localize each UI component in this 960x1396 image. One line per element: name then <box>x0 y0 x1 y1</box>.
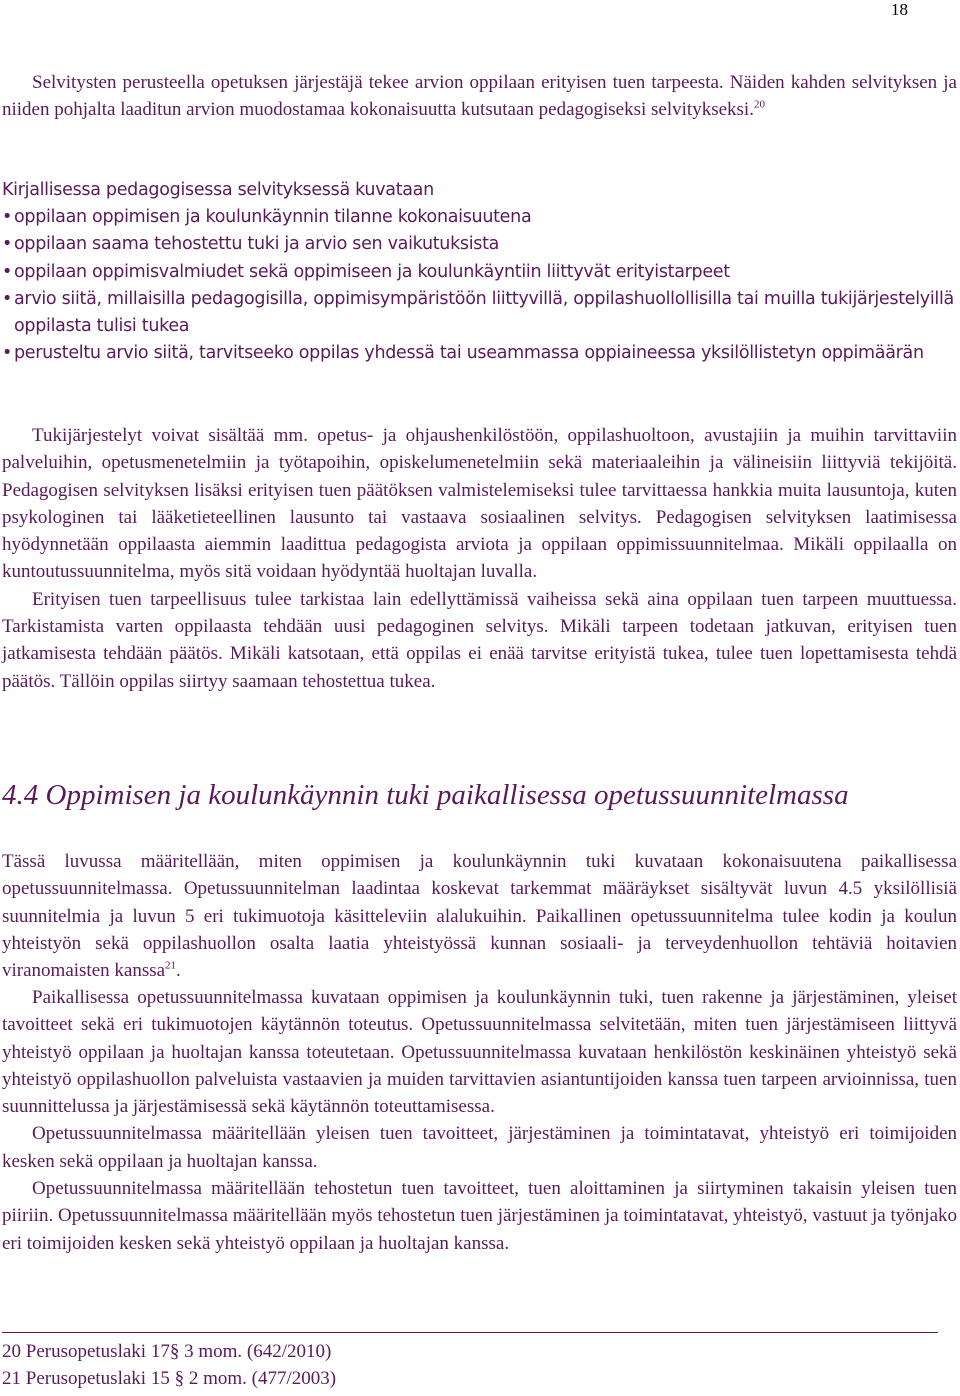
section-intro-tail: . <box>176 960 181 982</box>
paragraph: Opetussuunnitelmassa määritellään tehostetun tuen tavoitteet, tuen aloittaminen ja siirtyminen takaisin yleisen tuen piiriin. Opetussuunnitelmassa määritellään myös tehostetun tuen järjestäminen ja toimintatavat, yhteistyö, vastuut ja työnjako eri toimijoiden kesken sekä yhteistyö oppilaan ja huoltajan kanssa. <box>2 1178 957 1254</box>
list-item: • perusteltu arvio siitä, tarvitseeko oppilas yhdessä tai useammassa oppiaineessa yksilöllistetyn oppimäärän <box>2 340 957 367</box>
list-intro: Kirjallisessa pedagogisessa selvityksessä kuvataan <box>2 180 434 200</box>
section-intro <box>2 848 957 984</box>
list-item: • oppilaan saama tehostettu tuki ja arvio sen vaikutuksista <box>2 231 957 258</box>
list-item: • oppilaan oppimisen ja koulunkäynnin tilanne kokonaisuutena <box>2 204 957 231</box>
list-item: • arvio siitä, millaisilla pedagogisilla, oppimisympäristöön liittyvillä, oppilashuollollisilla tai muilla tukijärjestelyillä oppilasta tulisi tukea <box>2 286 957 341</box>
list-item: • oppilaan oppimisvalmiudet sekä oppimiseen ja koulunkäyntiin liittyvät erityistarpeet <box>2 259 957 286</box>
footnote: 20 Perusopetuslaki 17§ 3 mom. (642/2010) <box>2 1341 332 1362</box>
section-heading: 4.4 Oppimisen ja koulunkäynnin tuki paikallisessa opetussuunnitelmassa <box>2 779 849 811</box>
curriculum-paragraphs <box>2 984 957 1257</box>
section-intro-text: Tässä luvussa määritellään, miten oppimisen ja koulunkäynnin tuki kuvataan kokonaisuutena paikallisessa opetussuunnitelmassa. Opetussuunnitelman laadintaa koskevat tarkemmat määräykset sisältyvät luvun 4.5 yksilöllisiä suunnitelmia ja luvun 5 eri tukimuotoja käsitteleviin alalukuihin. Paikallinen opetussuunnitelma tulee kodin ja koulun yhteistyön sekä oppilashuollon osalta laatia yhteistyössä kunnan sosiaali- ja terveydenhuollon tehtäviä hoitavien viranomaisten kanssa <box>2 851 957 982</box>
paragraph: Paikallisessa opetussuunnitelmassa kuvataan oppimisen ja koulunkäynnin tuki, tuen rakenne ja järjestäminen, yleiset tavoitteet sekä eri tukimuotojen käytännön toteutus. Opetussuunnitelmassa selvitetään, miten tuen järjestämiseen liittyvä yhteistyö oppilaan ja huoltajan kanssa toteutetaan. Opetussuunnitelmassa kuvataan henkilöstön keskinäinen yhteistyö sekä yhteistyö oppilashuollon palveluista vastaavien ja muiden tarvittavien asiantuntijoiden kanssa tuen tarpeen arvioinnissa, tuen suunnittelussa ja järjestämisessä sekä käytännön toteuttamisessa. <box>2 987 957 1118</box>
page-number: 18 <box>891 0 908 19</box>
footnote-ref-21: 21 <box>165 959 177 972</box>
intro-paragraph-text: Selvitysten perusteella opetuksen järjestäjä tekee arvion oppilaan erityisen tuen tarpeesta. Näiden kahden selvityksen ja niiden pohjalta laaditun arvion muodostamaa kokonaisuutta kutsutaan pedagogiseksi selvitykseksi. <box>2 72 957 121</box>
footnote-ref-20: 20 <box>753 98 765 111</box>
paragraph: Tukijärjestelyt voivat sisältää mm. opetus- ja ohjaushenkilöstöön, oppilashuoltoon, avustajiin ja muihin tarvittaviin palveluihin, opetusmenetelmiin ja työtapoihin, opiskelumenetelmiin sekä materiaaleihin ja välineisiin liittyviä tekijöitä. Pedagogisen selvityksen lisäksi erityisen tuen päätöksen valmistelemiseksi tulee tarvittaessa hankkia muita lausuntoja, kuten psykologinen tai lääketieteellinen lausunto tai vastaava sosiaalinen selvitys. Pedagogisen selvityksen laatimisessa hyödynnetään oppilaasta aiemmin laadittua pedagogista arviota ja oppilaan oppimissuunnitelmaa. Mikäli oppilaalla on kuntoutussuunnitelma, myös sitä voidaan hyödyntää huoltajan luvalla. <box>2 425 957 583</box>
footnote: 21 Perusopetuslaki 15 § 2 mom. (477/2003) <box>2 1368 337 1390</box>
paragraph: Erityisen tuen tarpeellisuus tulee tarkistaa lain edellyttämissä vaiheissa sekä aina oppilaan tuen tarpeen muuttuessa. Tarkistamista varten oppilaasta tehdään uusi pedagoginen selvitys. Mikäli tarpeen todetaan jatkuvan, erityisen tuen jatkamisesta tehdään päätös. Mikäli katsotaan, että oppilas ei enää tarvitse erityistä tukea, tulee tuen lopettamisesta tehdä päätös. Tällöin oppilas siirtyy saamaan tehostettua tukea. <box>2 588 957 692</box>
assessment-list <box>2 204 957 368</box>
intro-paragraph <box>2 69 957 124</box>
footnotes <box>2 1338 336 1393</box>
paragraph: Opetussuunnitelmassa määritellään yleisen tuen tavoitteet, järjestäminen ja toimintatavat, yhteistyö eri toimijoiden kesken sekä oppilaan ja huoltajan kanssa. <box>2 1123 957 1172</box>
footnote-divider <box>2 1332 938 1333</box>
support-paragraphs <box>2 422 957 695</box>
